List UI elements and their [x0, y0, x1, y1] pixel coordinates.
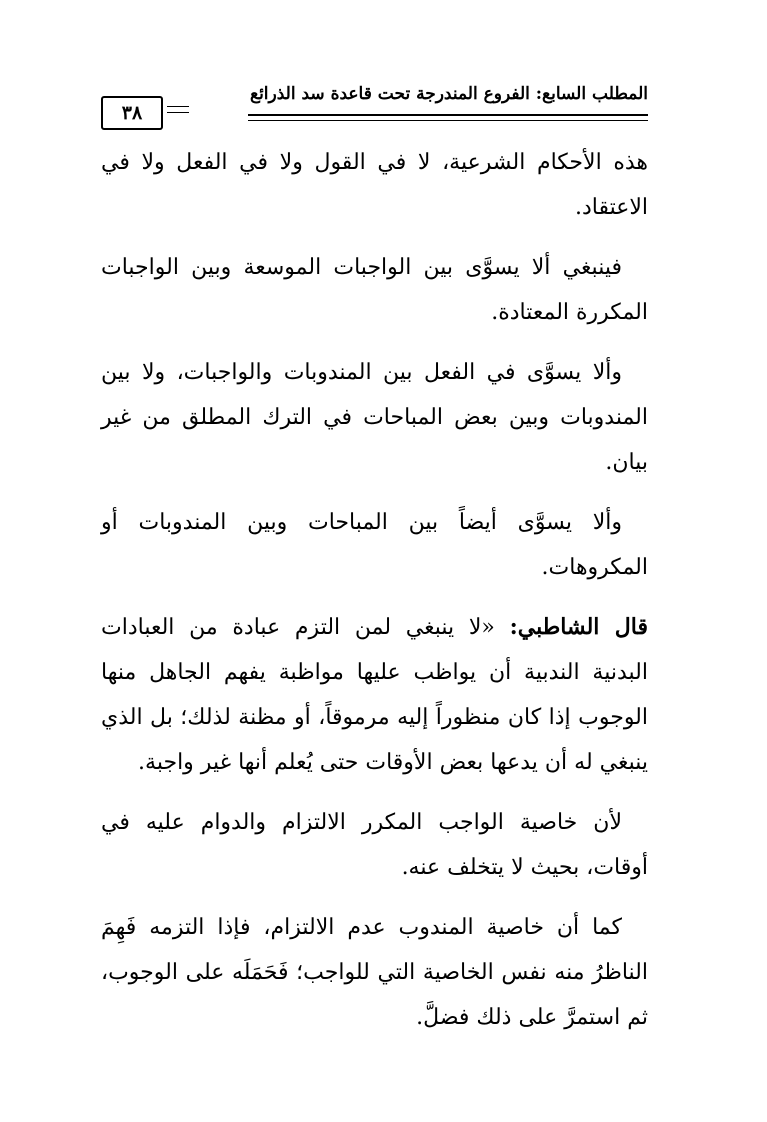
- paragraph: هذه الأحكام الشرعية، لا في القول ولا في الفعل ولا في الاعتقاد.: [101, 150, 648, 220]
- quote-paragraph: [101, 605, 648, 785]
- paragraph: وألا يسوَّى أيضاً بين المباحات وبين المندوبات أو المكروهات.: [101, 510, 648, 580]
- quote-text: «لا ينبغي لمن التزم عبادة من العبادات البدنية الندبية أن يواظب عليها مواظبة يفهم الجاهل منها الوجوب إذا كان منظوراً إليه مرموقاً، أو مظنة لذلك؛ بل الذي ينبغي له أن يدعها بعض الأوقات حتى يُعلم أنها غير واجبة.: [101, 615, 648, 775]
- header-rule: [248, 114, 648, 116]
- page-number: ٣٨: [101, 96, 163, 130]
- paragraph: كما أن خاصية المندوب عدم الالتزام، فإذا التزمه فَهِمَ الناظرُ منه نفس الخاصية التي للواجب؛ فَحَمَلَه على الوجوب، ثم استمرَّ على ذلك فضلَّ.: [101, 915, 648, 1030]
- paragraph: وألا يسوَّى في الفعل بين المندوبات والواجبات، ولا بين المندوبات وبين بعض المباحات في الترك المطلق من غير بيان.: [101, 360, 648, 475]
- paragraph: فينبغي ألا يسوَّى بين الواجبات الموسعة وبين الواجبات المكررة المعتادة.: [101, 255, 648, 325]
- paragraph: لأن خاصية الواجب المكرر الالتزام والدوام عليه في أوقات، بحيث لا يتخلف عنه.: [101, 810, 648, 880]
- page-body: [101, 140, 648, 1055]
- header-title: المطلب السابع: الفروع المندرجة تحت قاعدة سد الذرائع: [250, 84, 648, 104]
- running-header: [101, 78, 648, 128]
- header-rule-thin: [248, 120, 648, 121]
- speaker-label: قال الشاطبي:: [509, 614, 649, 640]
